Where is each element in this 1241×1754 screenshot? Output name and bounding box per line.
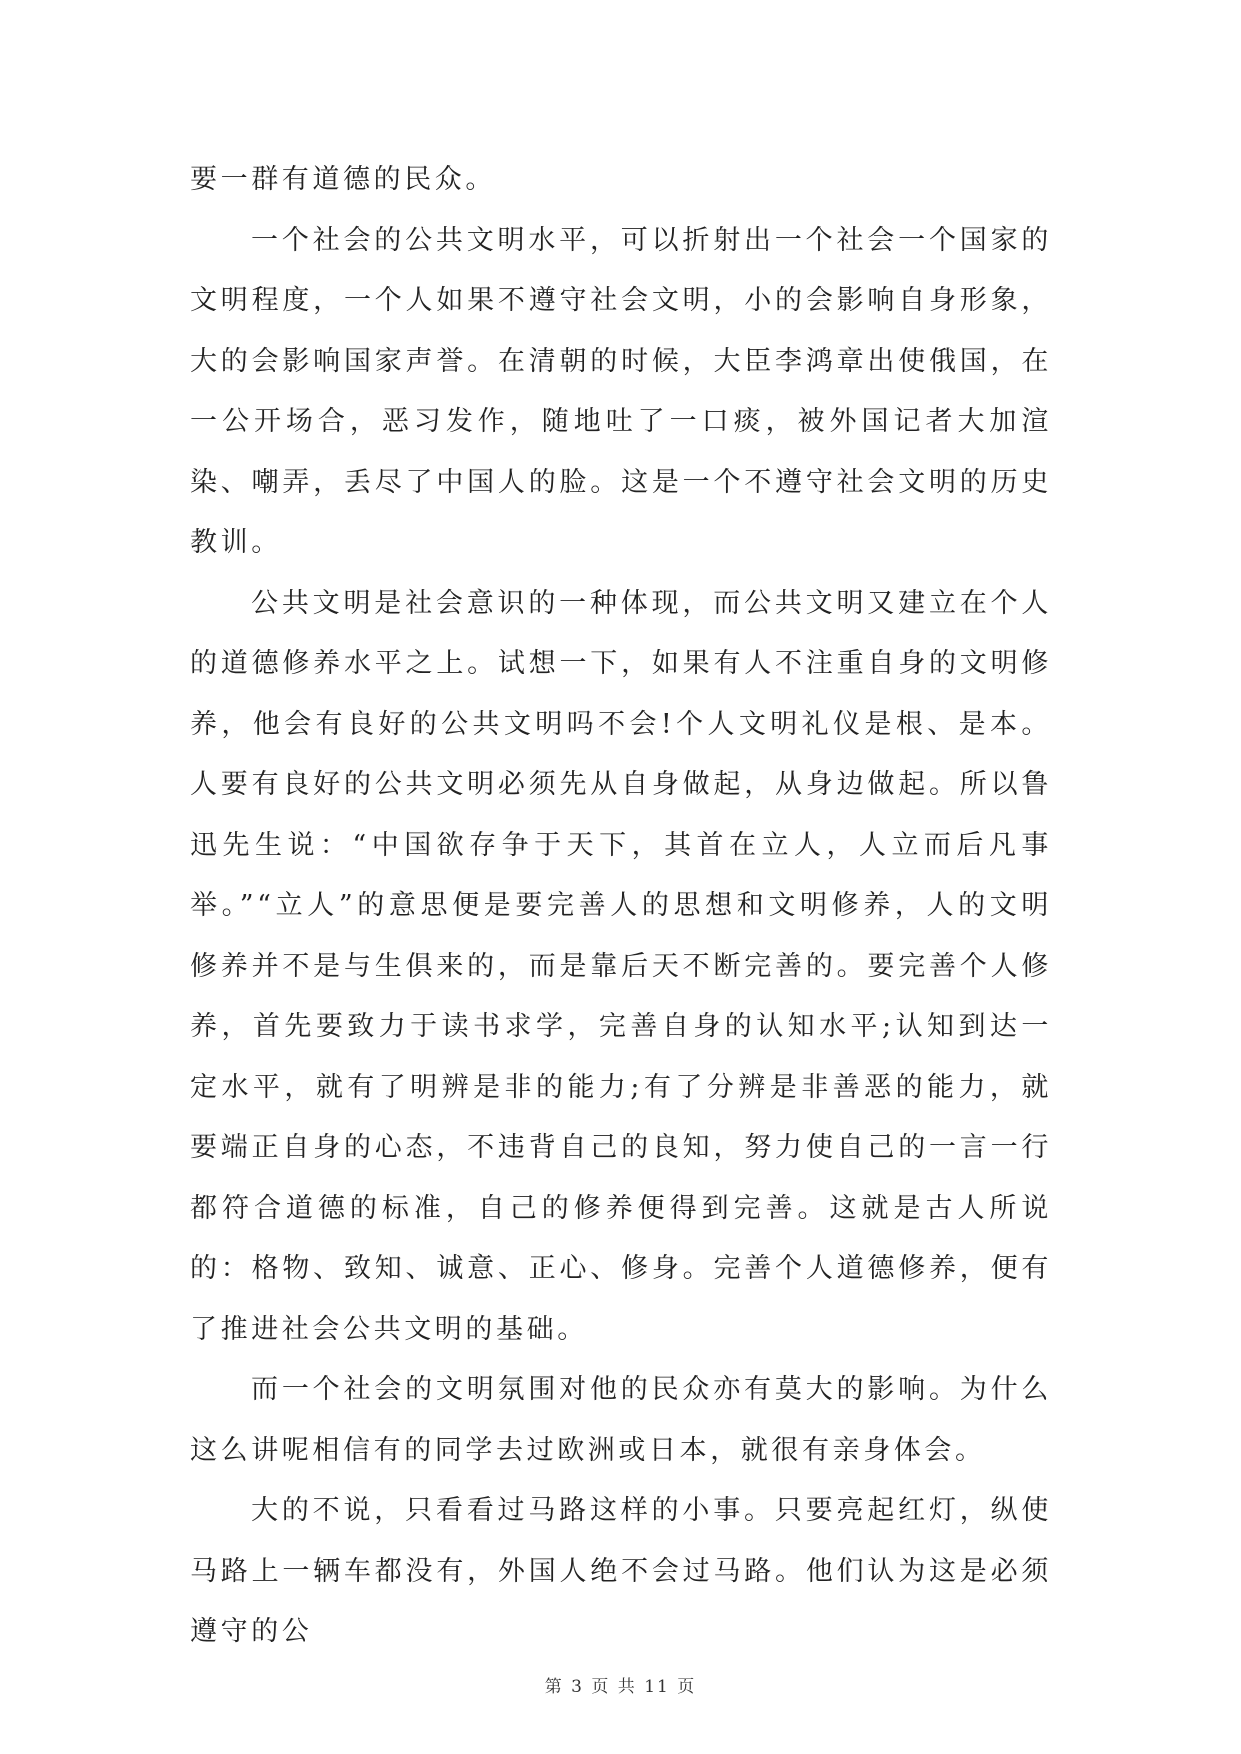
body-text xyxy=(190,150,1052,1663)
paragraph-2: 一个社会的公共文明水平，可以折射出一个社会一个国家的文明程度，一个人如果不遵守社会文明，小的会影响自身形象，大的会影响国家声誉。在清朝的时候，大臣李鸿章出使俄国，在一公开场合，恶习发作，随地吐了一口痰，被外国记者大加渲染、嘲弄，丢尽了中国人的脸。这是一个不遵守社会文明的历史教训。 xyxy=(190,224,1052,558)
page-number-footer: 第 3 页 共 11 页 xyxy=(544,1677,697,1697)
paragraph-3: 公共文明是社会意识的一种体现，而公共文明又建立在个人的道德修养水平之上。试想一下，如果有人不注重自身的文明修养，他会有良好的公共文明吗不会!个人文明礼仪是根、是本。人要有良好的公共文明必须先从自身做起，从身边做起。所以鲁迅先生说：“中国欲存争于天下，其首在立人，人立而后凡事举。”“立人”的意思便是要完善人的思想和文明修养，人的文明修养并不是与生俱来的，而是靠后天不断完善的。要完善个人修养，首先要致力于读书求学，完善自身的认知水平;认知到达一定水平，就有了明辨是非的能力;有了分辨是非善恶的能力，就要端正自身的心态，不违背自己的良知，努力使自己的一言一行都符合道德的标准，自己的修养便得到完善。这就是古人所说的：格物、致知、诚意、正心、修身。完善个人道德修养，便有了推进社会公共文明的基础。 xyxy=(190,587,1052,1345)
paragraph-1: 要一群有道德的民众。 xyxy=(190,164,496,195)
paragraph-4: 而一个社会的文明氛围对他的民众亦有莫大的影响。为什么这么讲呢相信有的同学去过欧洲或日本，就很有亲身体会。 xyxy=(190,1374,1052,1466)
paragraph-5: 大的不说，只看看过马路这样的小事。只要亮起红灯，纵使马路上一辆车都没有，外国人绝不会过马路。他们认为这是必须遵守的公 xyxy=(190,1495,1052,1647)
